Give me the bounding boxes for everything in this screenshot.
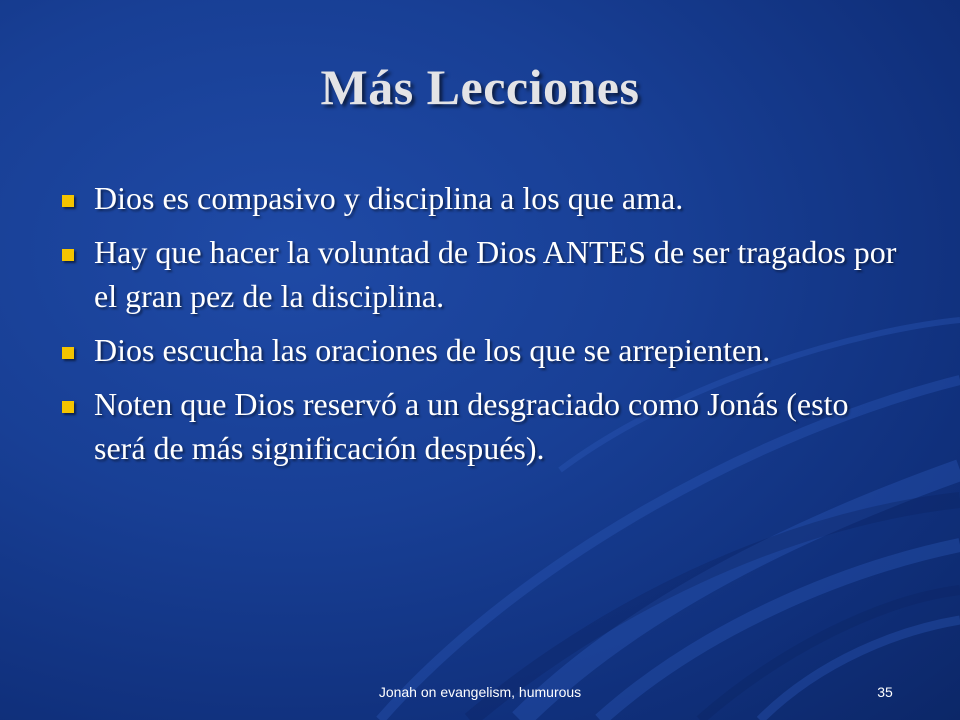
square-bullet-icon [62,347,74,359]
slide-title: Más Lecciones [320,59,640,115]
bullet-list [62,176,902,480]
square-bullet-icon [62,249,74,261]
bullet-item [62,328,902,372]
bullet-text: Hay que hacer la voluntad de Dios ANTES de ser tragados por el gran pez de la disciplina. [94,234,897,314]
square-bullet-icon [62,401,74,413]
bullet-text: Noten que Dios reservó a un desgraciado como Jonás (esto será de más significación después). [94,386,849,466]
bullet-text: Dios es compasivo y disciplina a los que ama. [94,180,684,216]
bullet-item [62,382,902,470]
slide-page-number: 35 [877,684,893,700]
square-bullet-icon [62,195,74,207]
bullet-item [62,176,902,220]
slide-footer: Jonah on evangelism, humurous [378,684,582,700]
bullet-item [62,230,902,318]
bullet-text: Dios escucha las oraciones de los que se arrepienten. [94,332,771,368]
